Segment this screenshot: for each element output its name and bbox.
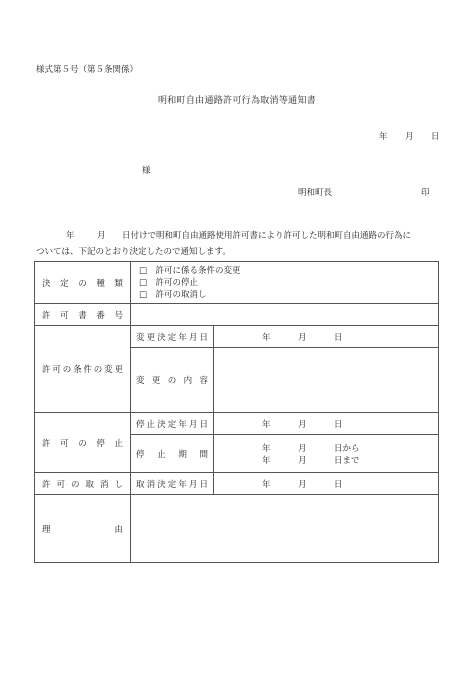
permit-number-field[interactable]: [131, 304, 439, 326]
row-change-date: [35, 326, 439, 348]
reason-label-right: 由: [114, 524, 123, 535]
day-unit: 日: [334, 479, 343, 490]
date-day: 日: [431, 132, 440, 142]
notice-form-table: [34, 261, 439, 563]
year-unit: 年: [262, 456, 271, 467]
year-unit: 年: [262, 332, 271, 343]
change-date-label: 変更決定年月日: [131, 326, 214, 348]
row-permit-number: [35, 304, 439, 326]
day-unit: 日: [334, 419, 343, 430]
month-unit: 月: [298, 456, 307, 467]
body-year: 年: [66, 231, 75, 241]
reason-label: [35, 495, 131, 563]
month-unit: 月: [298, 419, 307, 430]
document-title: 明和町自由通路許可行為取消等通知書: [157, 96, 317, 106]
suspension-date-field[interactable]: [214, 413, 439, 435]
change-content-label: 変更の内容: [131, 348, 214, 413]
month-unit: 月: [298, 332, 307, 343]
date-year: 年: [379, 132, 388, 142]
change-date-field[interactable]: [214, 326, 439, 348]
row-reason: [35, 495, 439, 563]
revocation-label: 許可の取消し: [35, 473, 131, 495]
suspension-label: 許可の停止: [35, 413, 131, 473]
decision-type-options: [131, 262, 439, 304]
change-content-field[interactable]: [214, 348, 439, 413]
condition-change-label: 許可の条件の変更: [35, 326, 131, 413]
body-line1: 日付けで明和町自由通路使用許可書により許可した明和町自由通路の行為に: [122, 231, 412, 241]
seal-mark: 印: [421, 188, 430, 198]
form-number-label: 様式第５号（第５条関係）: [36, 65, 139, 75]
year-unit: 年: [262, 443, 271, 454]
row-suspension-date: [35, 413, 439, 435]
body-line2: ついては、下記のとおり決定したので通知します。: [36, 247, 231, 257]
from-day-unit: 日から: [334, 443, 360, 454]
month-unit: 月: [298, 479, 307, 490]
revocation-date-label: 取消決定年月日: [131, 473, 214, 495]
permit-number-label: 許可書番号: [35, 304, 131, 326]
reason-field[interactable]: [131, 495, 439, 563]
suspension-period-label: 停止期間: [131, 435, 214, 473]
date-month: 月: [405, 132, 414, 142]
reason-label-left: 理: [42, 524, 51, 535]
addressee-suffix: 様: [142, 166, 151, 176]
suspension-date-label: 停止決定年月日: [131, 413, 214, 435]
to-day-unit: 日まで: [334, 456, 360, 467]
revocation-date-field[interactable]: [214, 473, 439, 495]
option-suspension[interactable]: □ 許可の停止: [139, 277, 199, 288]
body-month: 月: [97, 231, 106, 241]
row-revocation: [35, 473, 439, 495]
option-revocation[interactable]: □ 許可の取消し: [139, 289, 207, 300]
year-unit: 年: [262, 479, 271, 490]
year-unit: 年: [262, 419, 271, 430]
option-condition-change[interactable]: □ 許可に係る条件の変更: [139, 265, 241, 276]
day-unit: 日: [334, 332, 343, 343]
row-decision-type: [35, 262, 439, 304]
suspension-period-field[interactable]: [214, 435, 439, 473]
month-unit: 月: [298, 443, 307, 454]
decision-type-label: 決定の種類: [35, 262, 131, 304]
issuer-name: 明和町長: [298, 188, 333, 198]
